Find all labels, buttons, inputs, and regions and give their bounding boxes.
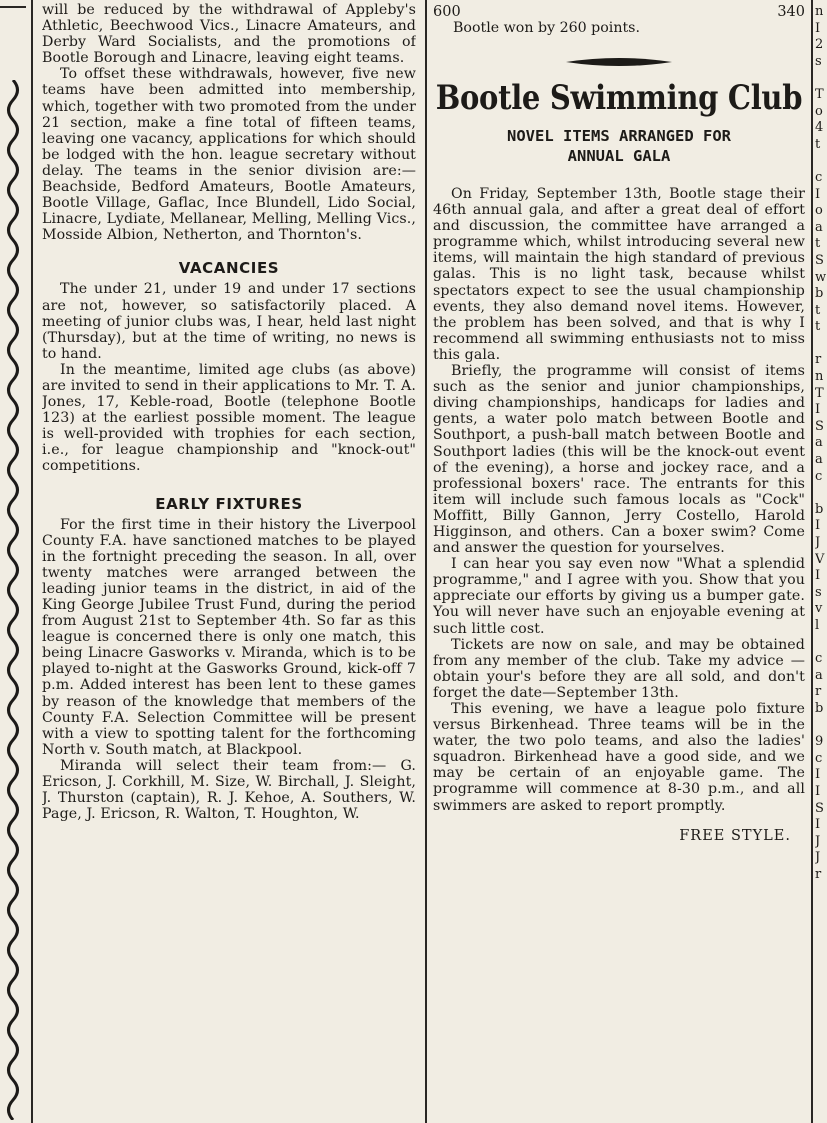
edge-fragment [815,70,827,87]
article-paragraph: This evening, we have a league polo fixture versus Birkenhead. Three teams will be in the water, the two polo teams, and also the ladies' squadron. Birkenhead have a good side, and we may be certain of an enjoyable game. The programme will commence at 8-30 p.m., and all swimmers are asked to report promptly. [433,701,805,814]
edge-fragment: I [815,767,821,783]
next-section-heading: FREE STYLE. [679,827,791,844]
article-paragraph: Miranda will select their team from:— G. Ericson, J. Corkhill, M. Size, W. Birchall, J. Sleight, J. Thurston (captain), R. J. Kehoe, A. Southers, W. Page, J. Ericson, R. Walton, T. Houghton, W. [42,757,416,823]
article-paragraph: For the first time in their history the Liverpool County F.A. have sanctioned matches to be played in the fortnight preceding the season. In all, over twenty matches were arranged between the leading junior teams in the district, in aid of the King George Jubilee Trust Fund, during the period from August 21st to September 4th. So far as this league is concerned there is only one match, this being Linacre Gasworks v. Miranda, which is to be played to-night at the Gasworks Ground, kick-off 7 p.m. Added interest has been lent to these games by reason of the knowledge that members of the County F.A. Selection Committee will be present with a view to spotting talent for the forthcoming North v. South match, at Blackpool. [42,516,416,758]
score-opponent: 340 [777,4,805,20]
article-subheadline: NOVEL ITEMS ARRANGED FOR [507,127,731,145]
edge-fragment: I [815,817,821,833]
edge-fragment: c [815,750,823,766]
edge-fragment: r [815,352,822,368]
edge-fragment: J [815,833,821,849]
edge-fragment: S [815,418,824,434]
edge-fragment: t [815,302,821,318]
ornamental-divider [433,56,805,68]
article-paragraph: In the meantime, limited age clubs (as above) are invited to send in their applications to Mr. T. A. Jones, 17, Keble-road, Bootle (telephone Bootle 123) at the earliest possible moment. The league is well-provided with trophies for each section, i.e., for league championship and "knock-out" competitions. [42,361,416,475]
edge-fragment: a [815,452,823,468]
edge-fragment: 9 [815,734,824,750]
article-paragraph: On Friday, September 13th, Bootle stage their 46th annual gala, and after a great deal of effort and discussion, the committee have arranged a programme which, whilst introducing several new items, will maintain the high standard of previous galas. This is no light task, because whilst spectators expect to see the usual championship events, they also demand novel items. However, the problem has been solved, and that is why I recommend all swimming enthusiasts not to miss this gala. [433,186,805,363]
article-paragraph: I can hear you say even now "What a splendid programme," and I agree with you. Show that you appreciate our efforts by giving us a bumper gate. You will never have such an enjoyable evening at such little cost. [433,556,805,637]
edge-fragment: v [815,601,823,617]
edge-fragment: c [815,169,823,185]
right-edge-column [815,0,827,1123]
edge-fragment: I [815,402,821,418]
match-result: Bootle won by 260 points. [453,20,640,36]
article-paragraph: To offset these withdrawals, however, five new teams have been admitted into membership, which, together with two promoted from the under 21 section, make a fine total of fifteen teams, leaving one vacancy, applications for which should be lodged with the hon. league secretary without delay. The teams in the senior division are:—Beachside, Bedford Amateurs, Bootle Amateurs, Bootle Village, Gaflac, Ince Blundell, Lido Social, Linacre, Lydiate, Mellanear, Melling, Melling Vics., Mosside Albion, Netherton, and Thornton's. [42,66,416,244]
squiggly-border [2,80,24,1120]
edge-fragment [815,718,827,735]
edge-fragment: J [815,850,821,866]
left-column [42,0,416,1123]
margin-dash [0,6,26,8]
edge-fragment: I [815,518,821,534]
section-heading-vacancies: VACANCIES [178,259,280,278]
article-headline: Bootle Swimming Club [435,78,803,118]
edge-fragment: r [815,866,822,882]
edge-fragment: l [815,617,820,633]
edge-fragment: s [815,584,822,600]
edge-fragment: T [815,385,824,401]
edge-fragment: S [815,252,824,268]
match-score [433,4,805,20]
column-rule-left [31,0,33,1123]
edge-fragment: b [815,286,824,302]
edge-fragment: I [815,186,821,202]
edge-fragment: S [815,800,824,816]
divider-ornament-icon [564,56,674,68]
article-paragraph: Briefly, the programme will consist of items such as the senior and junior championships, diving championships, handicaps for ladies and gents, a water polo match between Bootle and Southport, a push-ball match between Bootle and Southport ladies (this will be the knock-out event of the evening), a horse and jockey race, and a professional boxers' race. The entrants for this item will include such famous locals as "Cock" Moffitt, Billy Gannon, Jerry Costello, Harold Higginson, and others. Can a boxer swim? Come and answer the question for yourselves. [433,363,805,557]
edge-fragment: t [815,236,821,252]
edge-fragment: n [815,369,824,385]
score-bootle: 600 [433,4,461,20]
edge-fragment [815,485,827,502]
edge-fragment: V [815,551,825,567]
article-paragraph: Tickets are now on sale, and may be obtained from any member of the club. Take my advice — obtain your's before they are all sold, and don't forget the date—September 13th. [433,636,805,701]
edge-fragment: J [815,535,821,550]
middle-column [433,0,805,1123]
edge-fragment: o [815,203,823,219]
article-subheadline: ANNUAL GALA [567,147,671,165]
edge-fragment: 2 [815,37,824,53]
article-paragraph: The under 21, under 19 and under 17 sections are not, however, so satisfactorily placed. A meeting of junior clubs was, I hear, held last night (Thursday), but at the time of writing, no news is to hand. [42,281,416,362]
edge-fragment: 4 [815,120,824,136]
edge-fragment: c [815,468,823,484]
edge-fragment: w [815,269,827,285]
article-paragraph: will be reduced by the withdrawal of Appleby's Athletic, Beechwood Vics., Linacre Amateurs, and Derby Ward Socialists, and the promotions of Bootle Borough and Linacre, leaving eight teams. [42,2,416,67]
edge-fragment [815,635,827,652]
edge-fragment: I [815,568,821,584]
column-rule-right [811,0,813,1123]
edge-fragment: n [815,4,824,19]
edge-fragment: T [815,86,824,102]
edge-fragment: t [815,136,821,152]
edge-fragment: b [815,700,824,716]
edge-fragment: s [815,53,822,69]
edge-fragment: I [815,783,821,799]
edge-fragment: a [815,219,823,235]
edge-fragment: t [815,319,821,335]
column-rule-middle [425,0,427,1123]
edge-fragment: a [815,667,823,683]
section-heading-early-fixtures: EARLY FIXTURES [155,494,303,513]
edge-fragment: a [815,435,823,451]
edge-fragment: b [815,501,824,517]
edge-fragment: I [815,20,821,36]
edge-fragment [815,336,827,353]
edge-fragment: c [815,651,823,667]
edge-fragment [815,153,827,170]
edge-fragment: r [815,684,822,700]
edge-fragment: o [815,103,823,119]
